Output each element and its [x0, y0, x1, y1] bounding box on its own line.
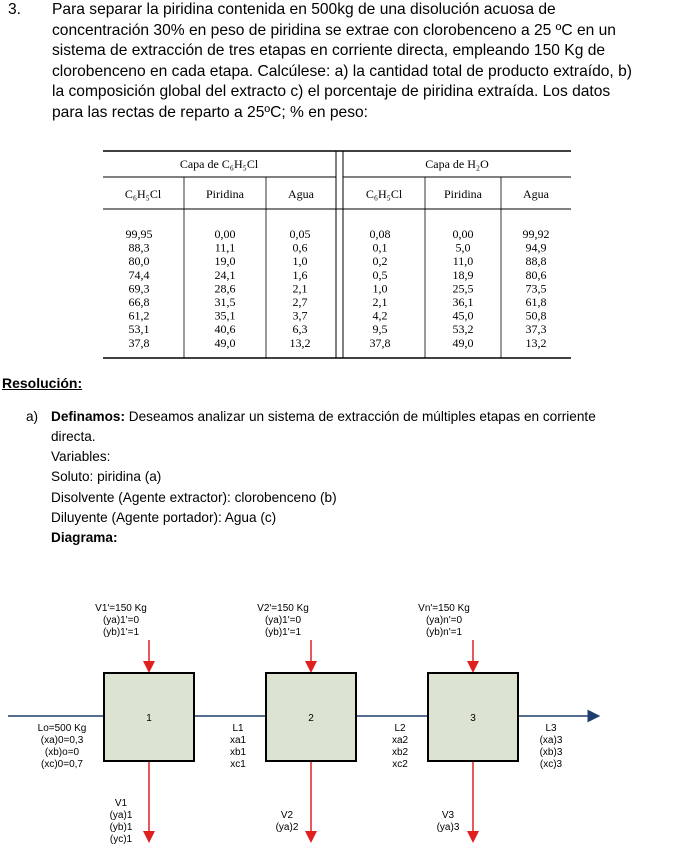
feed-label: (ya)1'=0 — [102, 615, 140, 626]
interstage-label: xb2 — [391, 747, 409, 758]
table-cell: 40,6 — [214, 322, 236, 337]
table-cell: 13,2 — [289, 335, 311, 350]
problem-line: clorobenceno en cada etapa. Calcúlese: a) la cantidad total de producto extraído, b) — [52, 62, 632, 80]
feed-label: (yb)1'=1 — [264, 627, 302, 638]
table-col-header: Agua — [288, 187, 314, 201]
definamos-line-2: directa. — [51, 429, 96, 444]
table-cell: 61,2 — [128, 308, 150, 323]
table-cell: 49,0 — [452, 335, 474, 350]
raffinate-out-label: (xc)3 — [539, 759, 563, 770]
table-cell: 2,7 — [292, 295, 308, 309]
process-diagram — [0, 590, 674, 849]
table-col-header: Agua — [523, 187, 549, 201]
table-col-header: C₆H₅Cl — [124, 187, 162, 201]
extract-label: (ya)3 — [436, 822, 460, 833]
problem-line: para las rectas de reparto a 25ºC; % en peso: — [52, 103, 369, 121]
raffinate-out-label: (xb)3 — [539, 747, 563, 758]
table-cell: 94,9 — [525, 240, 547, 255]
table-cell: 0,1 — [372, 240, 388, 255]
feed-label: (ya)1'=0 — [264, 615, 302, 626]
table-cell: 25,5 — [452, 281, 474, 296]
feed-left-label: (xa)0=0,3 — [40, 735, 84, 746]
table-cell: 80,6 — [525, 267, 547, 282]
problem-line: Para separar la piridina contenida en 500kg de una disolución acuosa de — [52, 1, 556, 18]
table-cell: 1,0 — [292, 254, 308, 269]
table-cell: 88,8 — [525, 254, 547, 269]
table-cell: 31,5 — [214, 295, 236, 309]
table-body — [126, 227, 550, 350]
feed-label: V1'=150 Kg — [95, 603, 147, 614]
table-cell: 53,1 — [128, 322, 150, 337]
stage-label: 2 — [308, 713, 314, 724]
table-cell: 99,92 — [522, 227, 550, 241]
feed-label: V2'=150 Kg — [257, 603, 309, 614]
table-cell: 19,0 — [214, 254, 236, 269]
table-cell: 0,2 — [372, 254, 388, 269]
equilibrium-data-table — [103, 142, 571, 368]
table-cell: 0,00 — [214, 227, 236, 241]
table-cell: 18,9 — [452, 267, 474, 282]
item-letter: a) — [26, 409, 39, 424]
table-cell: 61,8 — [525, 295, 547, 309]
feed-left-label: Lo=500 Kg — [37, 723, 87, 734]
raffinate-out-label: L3 — [545, 723, 557, 734]
table-col-header: Piridina — [444, 187, 482, 201]
interstage-label: xb1 — [229, 747, 247, 758]
table-cell: 0,5 — [372, 267, 388, 282]
feed-label: (yb)n'=1 — [425, 627, 463, 638]
feed-label: (ya)n'=0 — [425, 615, 463, 626]
extract-label: V3 — [441, 810, 455, 821]
interstage-label: xc2 — [392, 759, 408, 770]
table-cell: 28,6 — [214, 281, 236, 296]
table-cell: 99,95 — [125, 227, 153, 241]
table-cell: 0,00 — [452, 227, 474, 241]
extract-label: (yb)1 — [109, 822, 133, 833]
definamos-label: Definamos: — [51, 409, 126, 424]
table-cell: 45,0 — [452, 308, 474, 323]
table-cell: 74,4 — [128, 267, 150, 282]
problem-text — [52, 0, 668, 124]
soluto-line: Soluto: piridina (a) — [51, 469, 162, 484]
resolution-heading: Resolución: — [2, 375, 83, 391]
table-cell: 0,6 — [292, 240, 308, 255]
extract-label: V1 — [114, 798, 128, 809]
table-cell: 80,0 — [128, 254, 150, 269]
interstage-label: xc1 — [230, 759, 246, 770]
variables-label: Variables: — [51, 449, 111, 464]
table-cell: 66,8 — [128, 295, 150, 309]
feed-left-label: (xb)o=0 — [44, 747, 80, 758]
interstage-label: xa2 — [391, 735, 409, 746]
definamos-text: Deseamos analizar un sistema de extracción de múltiples etapas en corriente — [125, 409, 596, 424]
table-cell: 73,5 — [525, 281, 547, 296]
diagram-label: Diagrama: — [51, 530, 118, 545]
feed-left-label: (xc)0=0,7 — [41, 759, 83, 770]
table-cell: 69,3 — [128, 281, 150, 296]
disolvente-line: Disolvente (Agente extractor): clorobenceno (b) — [51, 490, 337, 505]
table-cell: 13,2 — [525, 335, 547, 350]
table-col-header: Piridina — [206, 187, 244, 201]
table-group-header-left: Capa de C₆H₅Cl — [179, 157, 259, 171]
table-cell: 11,0 — [452, 254, 474, 269]
table-cell: 88,3 — [128, 240, 150, 255]
feed-label: (yb)1'=1 — [102, 627, 140, 638]
interstage-label: xa1 — [229, 735, 247, 746]
table-cell: 0,05 — [289, 227, 311, 241]
table-col-header: C₆H₅Cl — [365, 187, 403, 201]
table-cell: 35,1 — [214, 308, 236, 323]
raffinate-out-label: (xa)3 — [539, 735, 563, 746]
feed-label: Vn'=150 Kg — [418, 603, 470, 614]
table-cell: 1,6 — [292, 267, 308, 282]
table-cell: 37,8 — [128, 335, 150, 350]
problem-line: la composición global del extracto c) el porcentaje de piridina extraída. Los datos — [52, 83, 611, 101]
extract-label: (yc)1 — [109, 834, 133, 845]
problem-number: 3. — [8, 1, 22, 18]
table-cell: 5,0 — [455, 240, 471, 255]
table-cell: 1,0 — [372, 281, 388, 296]
definamos-line — [51, 407, 651, 427]
table-cell: 6,3 — [292, 322, 308, 337]
extract-label: V2 — [280, 810, 294, 821]
diluyente-line: Diluyente (Agente portador): Agua (c) — [51, 510, 277, 525]
table-cell: 11,1 — [214, 240, 236, 255]
table-cell: 9,5 — [372, 322, 388, 337]
extract-label: (ya)1 — [109, 810, 133, 821]
table-cell: 2,1 — [372, 295, 388, 309]
table-cell: 0,08 — [369, 227, 391, 241]
table-cell: 49,0 — [214, 335, 236, 350]
table-cell: 4,2 — [372, 308, 388, 323]
table-cell: 36,1 — [452, 295, 474, 309]
problem-line: sistema de extracción de tres etapas en corriente directa, empleando 150 Kg de — [52, 42, 606, 60]
problem-line: concentración 30% en peso de piridina se extrae con clorobenceno a 25 ºC en un — [52, 21, 616, 39]
table-cell: 2,1 — [292, 281, 308, 296]
stage-label: 1 — [146, 713, 152, 724]
interstage-label: L2 — [394, 723, 406, 734]
stage-label: 3 — [470, 713, 476, 724]
table-cell: 37,3 — [525, 322, 547, 337]
table-cell: 37,8 — [369, 335, 391, 350]
table-cell: 53,2 — [452, 322, 474, 337]
equilibrium-table-svg — [103, 142, 571, 368]
table-cell: 50,8 — [525, 308, 547, 323]
table-cell: 3,7 — [292, 308, 308, 323]
interstage-label: L1 — [232, 723, 244, 734]
table-group-header-right: Capa de H₂O — [425, 157, 489, 171]
extract-label: (ya)2 — [275, 822, 299, 833]
table-cell: 24,1 — [214, 267, 236, 282]
